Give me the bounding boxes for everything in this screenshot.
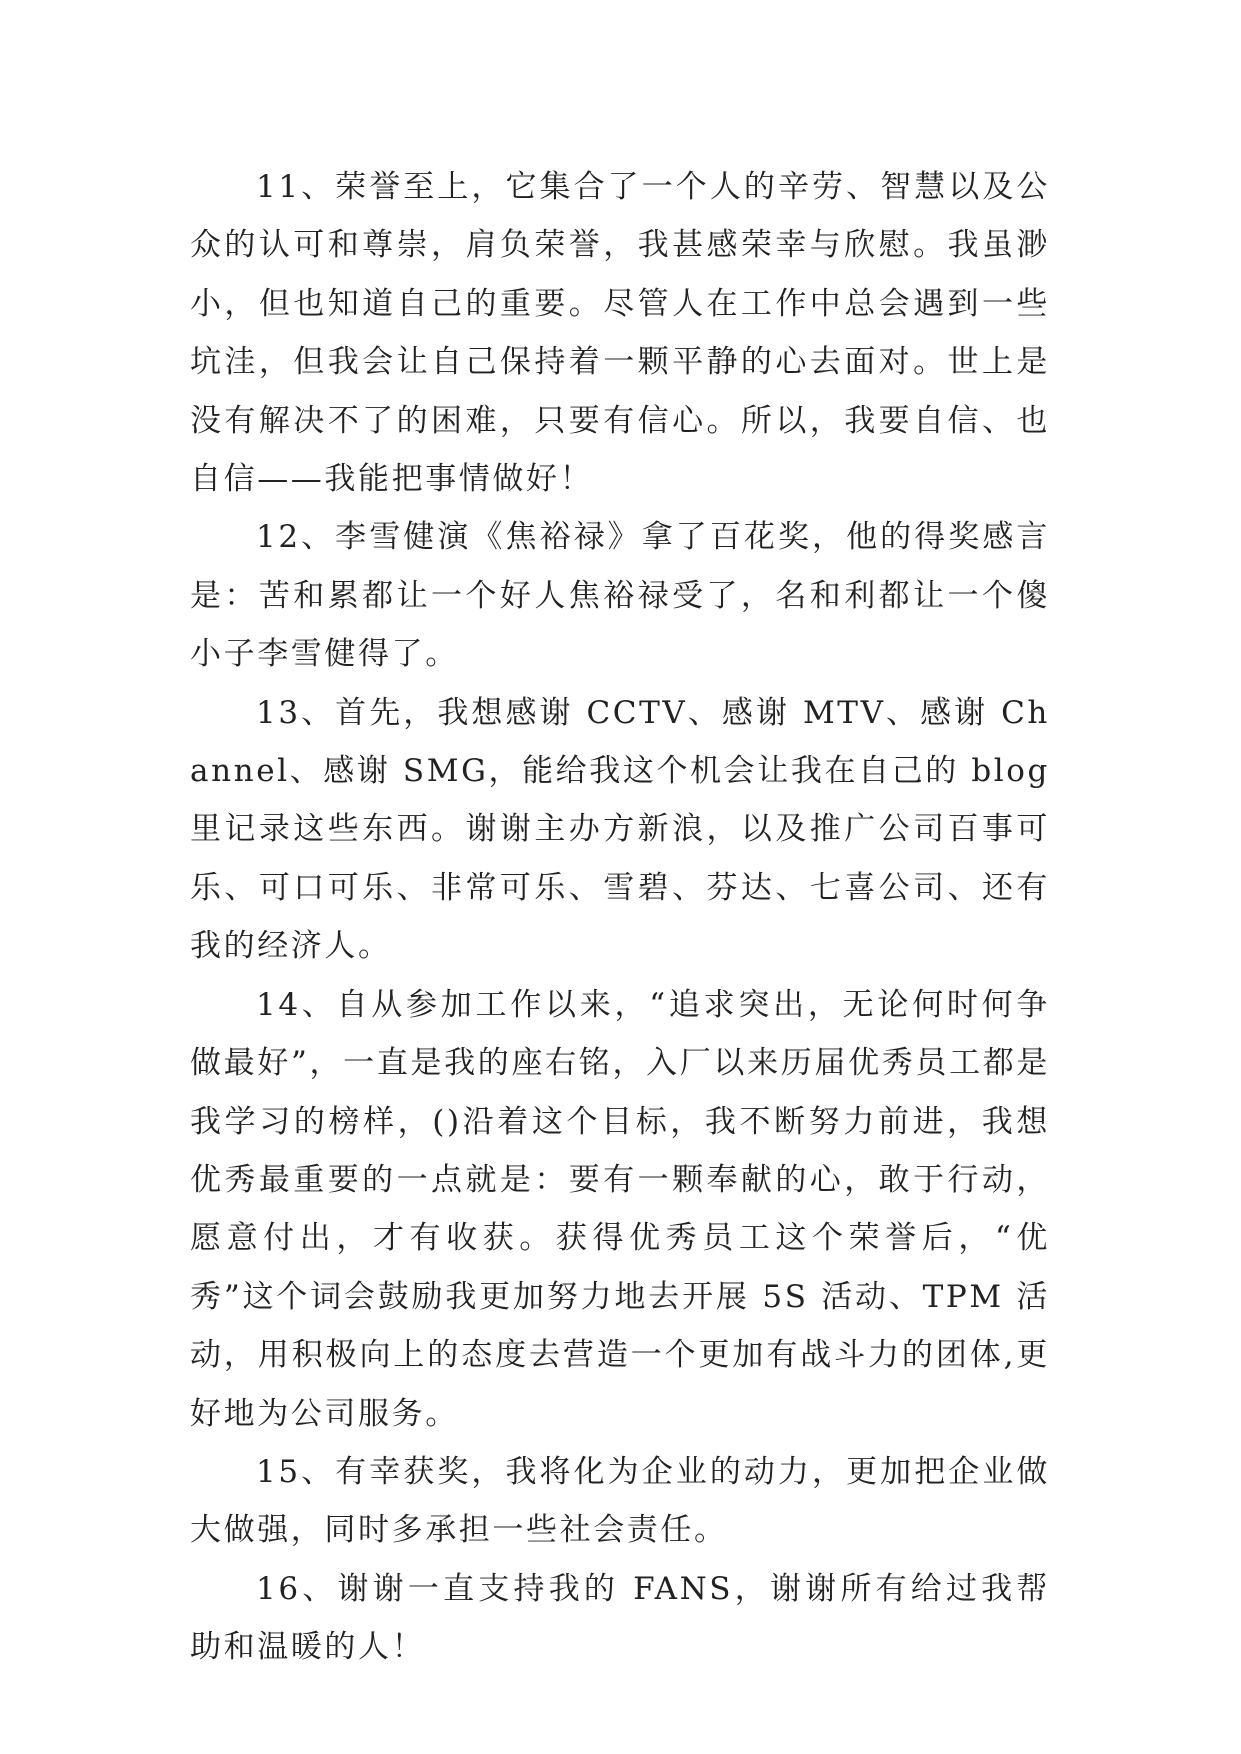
paragraph-14: 14、自从参加工作以来，“追求突出，无论何时何争做最好”，一直是我的座右铭，入厂以来历届优秀员工都是我学习的榜样，()沿着这个目标，我不断努力前进，我想优秀最重要的一点就是：要有一颗奉献的心，敢于行动，愿意付出，才有收获。获得优秀员工这个荣誉后，“优秀”这个词会鼓励我更加努力地去开展 5S 活动、TPM 活动，用积极向上的态度去营造一个更加有战斗力的团体,更好地为公司服务。 <box>190 986 1050 1432</box>
paragraph-12: 12、李雪健演《焦裕禄》拿了百花奖，他的得奖感言是：苦和累都让一个好人焦裕禄受了，名和利都让一个傻小子李雪健得了。 <box>190 519 1050 673</box>
paragraph-16: 16、谢谢一直支持我的 FANS，谢谢所有给过我帮助和温暖的人！ <box>190 1570 1050 1666</box>
paragraph-11: 11、荣誉至上，它集合了一个人的辛劳、智慧以及公众的认可和尊崇，肩负荣誉，我甚感荣幸与欣慰。我虽渺小，但也知道自己的重要。尽管人在工作中总会遇到一些坑洼，但我会让自己保持着一颗平静的心去面对。世上是没有解决不了的困难，只要有信心。所以，我要自信、也自信——我能把事情做好！ <box>190 169 1050 498</box>
document-body <box>190 158 1050 1677</box>
paragraph-13: 13、首先，我想感谢 CCTV、感谢 MTV、感谢 Channel、感谢 SMG，能给我这个机会让我在自己的 blog 里记录这些东西。谢谢主办方新浪，以及推广公司百事可乐、可口可乐、非常可乐、雪碧、芬达、七喜公司、还有我的经济人。 <box>190 694 1050 965</box>
paragraph-15: 15、有幸获奖，我将化为企业的动力，更加把企业做大做强，同时多承担一些社会责任。 <box>190 1453 1050 1549</box>
